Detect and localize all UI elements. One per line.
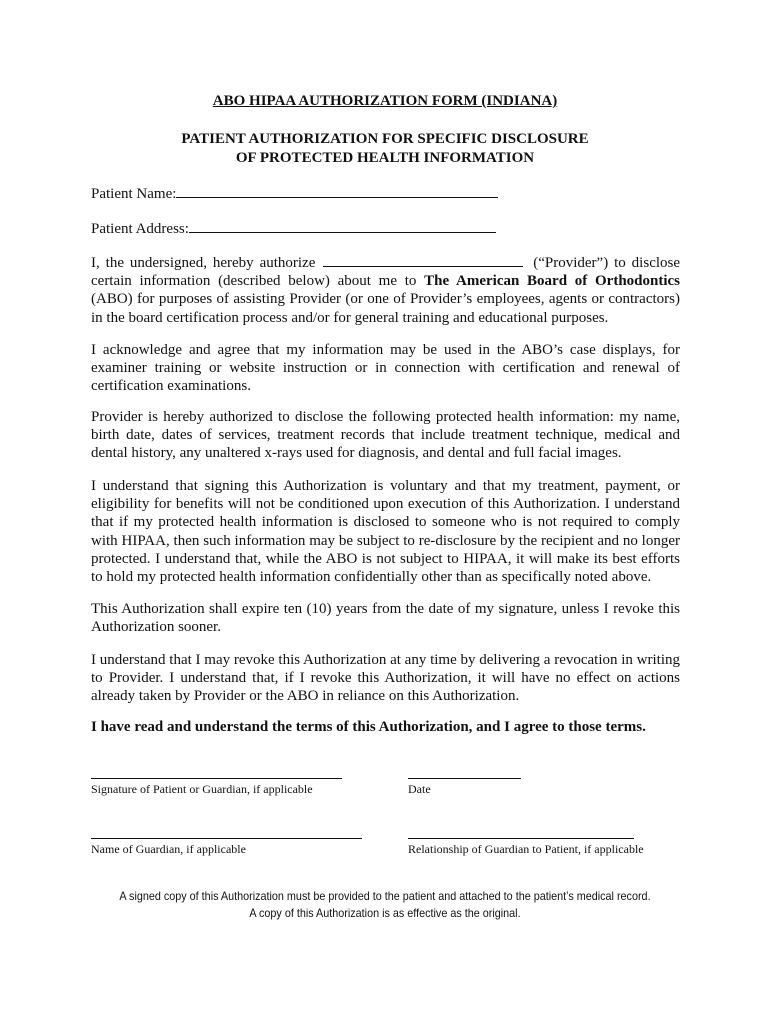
relationship-field[interactable] [408, 838, 634, 839]
revocation-paragraph: I understand that I may revoke this Authorization at any time by delivering a revocation in writing to Provider. I understand that, if I revoke this Authorization, it will have no effect on actions already taken by Provider or the ABO in reliance on this Authorization. [91, 652, 681, 705]
voluntary-paragraph: I understand that signing this Authorization is voluntary and that my treatment, payment, or eligibility for benefits will not be conditioned upon execution of this Authorization. I understand that if my protected health information is disclosed to someone who is not required to comply with HIPAA, then such information may be subject to re-disclosure by the recipient and no longer protected. I understand that, while the ABO is not subject to HIPAA, it will make its best efforts to hold my protected health information confidentially other than as specifically noted above. [91, 478, 680, 586]
form-subtitle-line2: OF PROTECTED HEALTH INFORMATION [235, 150, 535, 166]
acknowledgement-paragraph: I acknowledge and agree that my information may be used in the ABO’s case displays, for examiner training or website instruction or in connection with certification and renewal of certification examinations. [91, 342, 680, 395]
footer-note-line2: A copy of this Authorization is as effective as the original. [249, 906, 521, 920]
authorization-paragraph [91, 252, 680, 327]
patient-address-field[interactable] [189, 216, 496, 233]
authorization-text-middle: (“Provider”) to disclose certain information (described below) about me to [91, 255, 681, 290]
agreement-statement: I have read and understand the terms of this Authorization, and I agree to those terms. [91, 719, 646, 735]
date-label: Date [408, 782, 431, 796]
patient-address-label: Patient Address: [91, 221, 189, 237]
patient-address-row [91, 216, 496, 239]
signature-label: Signature of Patient or Guardian, if applicable [91, 782, 313, 796]
guardian-name-field[interactable] [91, 838, 362, 839]
form-title: ABO HIPAA AUTHORIZATION FORM (INDIANA) [212, 93, 558, 109]
form-subtitle-line1: PATIENT AUTHORIZATION FOR SPECIFIC DISCLOSURE [181, 131, 589, 147]
authorization-text-end: (ABO) for purposes of assisting Provider (or one of Provider’s employees, agents or contractors) in the board certification process and/or for general training and educational purposes. [91, 291, 680, 326]
relationship-label: Relationship of Guardian to Patient, if applicable [408, 842, 644, 856]
patient-name-label: Patient Name: [91, 186, 177, 202]
patient-name-field[interactable] [176, 181, 498, 198]
date-field[interactable] [408, 778, 521, 779]
patient-name-row [91, 181, 498, 204]
provider-name-field[interactable] [323, 252, 523, 267]
expiration-paragraph: This Authorization shall expire ten (10) years from the date of my signature, unless I revoke this Authorization sooner. [91, 601, 680, 636]
disclosure-scope-paragraph: Provider is hereby authorized to disclose the following protected health information: my name, birth date, dates of services, treatment records that include treatment technique, medical and dental history, any unaltered x-rays used for diagnosis, and dental and full facial images. [91, 409, 680, 462]
footer-note-line1: A signed copy of this Authorization must be provided to the patient and attached to the patient’s medical record. [119, 889, 651, 903]
guardian-name-label: Name of Guardian, if applicable [91, 842, 246, 856]
signature-field[interactable] [91, 778, 342, 779]
organization-name: The American Board of Orthodontics [424, 273, 681, 290]
authorization-text-start: I, the undersigned, hereby authorize [91, 255, 316, 271]
